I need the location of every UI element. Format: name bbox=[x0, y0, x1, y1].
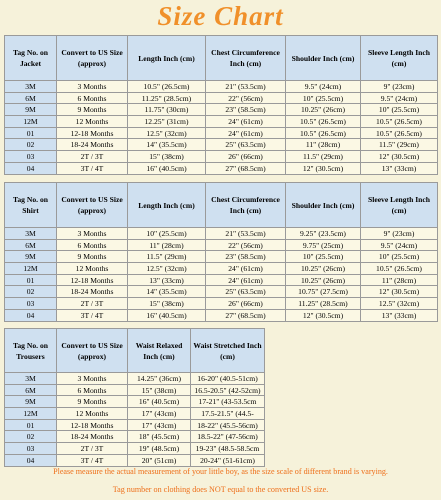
table-row bbox=[5, 286, 438, 298]
table-cell: 19" (48.5cm) bbox=[128, 443, 191, 455]
table-cell: 11.5" (29cm) bbox=[128, 251, 206, 263]
table-cell: 26" (66cm) bbox=[206, 151, 286, 163]
header-row bbox=[5, 329, 265, 373]
tag-cell: 04 bbox=[5, 309, 57, 321]
column-header: Shoulder Inch (cm) bbox=[286, 36, 361, 81]
tag-cell: 12M bbox=[5, 263, 57, 275]
table-cell: 25" (63.5cm) bbox=[206, 286, 286, 298]
tag-cell: 03 bbox=[5, 298, 57, 310]
table-cell: 9 Months bbox=[57, 396, 128, 408]
table-row bbox=[5, 431, 265, 443]
table-cell: 14" (35.5cm) bbox=[128, 286, 206, 298]
table-cell: 25" (63.5cm) bbox=[206, 139, 286, 151]
table-cell: 12 Months bbox=[57, 263, 128, 275]
table-cell: 10" (25.5cm) bbox=[361, 251, 438, 263]
page-title: Size Chart bbox=[157, 1, 284, 31]
table-cell: 20" (51cm) bbox=[128, 454, 191, 466]
table-cell: 10.5" (26.5cm) bbox=[361, 116, 438, 128]
table-row bbox=[5, 92, 438, 104]
table-cell: 12-18 Months bbox=[57, 274, 128, 286]
table-cell: 12" (30.5cm) bbox=[286, 162, 361, 174]
table-cell: 15" (38cm) bbox=[128, 298, 206, 310]
table-cell: 12" (30.5cm) bbox=[286, 309, 361, 321]
table-row bbox=[5, 443, 265, 455]
tag-cell: 12M bbox=[5, 116, 57, 128]
table-cell: 18-24 Months bbox=[57, 139, 128, 151]
table-cell: 10.5" (26.5cm) bbox=[361, 127, 438, 139]
tag-cell: 02 bbox=[5, 286, 57, 298]
table-row bbox=[5, 228, 438, 240]
table-cell: 10" (25.5cm) bbox=[286, 251, 361, 263]
tag-cell: 02 bbox=[5, 431, 57, 443]
column-header: Convert to US Size (approx) bbox=[57, 36, 128, 81]
table-cell: 24" (61cm) bbox=[206, 127, 286, 139]
table-cell: 18" (45.5cm) bbox=[128, 431, 191, 443]
column-header: Shoulder Inch (cm) bbox=[286, 183, 361, 228]
table-cell: 3T / 4T bbox=[57, 162, 128, 174]
table-cell: 24" (61cm) bbox=[206, 274, 286, 286]
trousers-size-table bbox=[4, 328, 265, 467]
table-cell: 11" (28cm) bbox=[128, 239, 206, 251]
tag-cell: 9M bbox=[5, 104, 57, 116]
table-cell: 6 Months bbox=[57, 92, 128, 104]
table-cell: 10.5" (26.5cm) bbox=[286, 116, 361, 128]
column-header: Sleeve Length Inch (cm) bbox=[361, 183, 438, 228]
table-cell: 10.5" (26.5cm) bbox=[128, 81, 206, 93]
table-cell: 22" (56cm) bbox=[206, 239, 286, 251]
table-cell: 20-24" (51-61cm) bbox=[191, 454, 265, 466]
table-cell: 18-22" (45.5-56cm) bbox=[191, 419, 265, 431]
table-cell: 3 Months bbox=[57, 81, 128, 93]
table-row bbox=[5, 373, 265, 385]
table-cell: 16.5-20.5" (42-52cm) bbox=[191, 384, 265, 396]
table-cell: 3T / 4T bbox=[57, 454, 128, 466]
tag-cell: 3M bbox=[5, 228, 57, 240]
table-row bbox=[5, 298, 438, 310]
tag-cell: 6M bbox=[5, 92, 57, 104]
table-cell: 10.5" (26.5cm) bbox=[286, 127, 361, 139]
table-cell: 27" (68.5cm) bbox=[206, 162, 286, 174]
table-row bbox=[5, 239, 438, 251]
table-cell: 9.75" (25cm) bbox=[286, 239, 361, 251]
table-cell: 21" (53.5cm) bbox=[206, 228, 286, 240]
table-cell: 12 Months bbox=[57, 408, 128, 420]
table-row bbox=[5, 116, 438, 128]
column-header: Tag No. on Jacket bbox=[5, 36, 57, 81]
table-cell: 27" (68.5cm) bbox=[206, 309, 286, 321]
table-row bbox=[5, 309, 438, 321]
table-cell: 15" (38cm) bbox=[128, 151, 206, 163]
table-cell: 10.5" (26.5cm) bbox=[361, 263, 438, 275]
tag-cell: 12M bbox=[5, 408, 57, 420]
table-cell: 24" (61cm) bbox=[206, 263, 286, 275]
table-cell: 13" (33cm) bbox=[128, 274, 206, 286]
table-cell: 11.25" (28.5cm) bbox=[128, 92, 206, 104]
column-header: Waist Relaxed Inch (cm) bbox=[128, 329, 191, 373]
table-row bbox=[5, 151, 438, 163]
table-cell: 16-20" (40.5-51cm) bbox=[191, 373, 265, 385]
table-cell: 9 Months bbox=[57, 251, 128, 263]
table-cell: 12" (30.5cm) bbox=[361, 151, 438, 163]
table-row bbox=[5, 81, 438, 93]
table-cell: 10.25" (26cm) bbox=[286, 274, 361, 286]
table-cell: 16" (40.5cm) bbox=[128, 396, 191, 408]
table-cell: 9.5" (24cm) bbox=[361, 92, 438, 104]
table-row bbox=[5, 419, 265, 431]
table-cell: 17-21" (43-53.5cm bbox=[191, 396, 265, 408]
tag-cell: 01 bbox=[5, 127, 57, 139]
table-cell: 9.25" (23.5cm) bbox=[286, 228, 361, 240]
table-cell: 24" (61cm) bbox=[206, 116, 286, 128]
tag-cell: 04 bbox=[5, 162, 57, 174]
table-cell: 12-18 Months bbox=[57, 419, 128, 431]
tag-cell: 01 bbox=[5, 419, 57, 431]
tag-cell: 02 bbox=[5, 139, 57, 151]
table-cell: 18-24 Months bbox=[57, 286, 128, 298]
table-cell: 12-18 Months bbox=[57, 127, 128, 139]
table-cell: 16" (40.5cm) bbox=[128, 162, 206, 174]
tag-cell: 9M bbox=[5, 251, 57, 263]
column-header: Sleeve Length Inch (cm) bbox=[361, 36, 438, 81]
table-cell: 17" (43cm) bbox=[128, 419, 191, 431]
column-header: Chest Circumference Inch (cm) bbox=[206, 36, 286, 81]
measure-note: Please measure the actual measurement of your little boy, as the size scale of different brand is varying. bbox=[53, 467, 388, 476]
table-cell: 23" (58.5cm) bbox=[206, 104, 286, 116]
table-row bbox=[5, 162, 438, 174]
header-row bbox=[5, 183, 438, 228]
tag-cell: 01 bbox=[5, 274, 57, 286]
table-cell: 9.5" (24cm) bbox=[361, 239, 438, 251]
jacket-size-table bbox=[4, 35, 438, 175]
tag-cell: 3M bbox=[5, 81, 57, 93]
column-header: Tag No. on Shirt bbox=[5, 183, 57, 228]
table-cell: 9 Months bbox=[57, 104, 128, 116]
tag-cell: 3M bbox=[5, 373, 57, 385]
tag-cell: 04 bbox=[5, 454, 57, 466]
table-row bbox=[5, 127, 438, 139]
table-cell: 11.5" (29cm) bbox=[361, 139, 438, 151]
table-cell: 26" (66cm) bbox=[206, 298, 286, 310]
column-header: Convert to US Size (approx) bbox=[57, 329, 128, 373]
table-row bbox=[5, 251, 438, 263]
table-cell: 9" (23cm) bbox=[361, 81, 438, 93]
table-cell: 18-24 Months bbox=[57, 431, 128, 443]
table-cell: 16" (40.5cm) bbox=[128, 309, 206, 321]
table-cell: 12.5" (32cm) bbox=[361, 298, 438, 310]
table-cell: 23" (58.5cm) bbox=[206, 251, 286, 263]
table-cell: 10.25" (26cm) bbox=[286, 104, 361, 116]
tag-cell: 03 bbox=[5, 151, 57, 163]
table-cell: 3 Months bbox=[57, 228, 128, 240]
table-row bbox=[5, 408, 265, 420]
table-row bbox=[5, 263, 438, 275]
table-cell: 12.5" (32cm) bbox=[128, 127, 206, 139]
table-cell: 2T / 3T bbox=[57, 298, 128, 310]
table-cell: 10" (25.5cm) bbox=[361, 104, 438, 116]
table-row bbox=[5, 384, 265, 396]
table-cell: 11.25" (28.5cm) bbox=[286, 298, 361, 310]
table-cell: 12" (30.5cm) bbox=[361, 286, 438, 298]
table-cell: 3 Months bbox=[57, 373, 128, 385]
tag-number-note: Tag number on clothing does NOT equal to the converted US size. bbox=[112, 485, 329, 494]
column-header: Chest Circumference Inch (cm) bbox=[206, 183, 286, 228]
table-cell: 22" (56cm) bbox=[206, 92, 286, 104]
table-cell: 11" (28cm) bbox=[286, 139, 361, 151]
table-cell: 17" (43cm) bbox=[128, 408, 191, 420]
table-cell: 9.5" (24cm) bbox=[286, 81, 361, 93]
tag-cell: 03 bbox=[5, 443, 57, 455]
table-cell: 13" (33cm) bbox=[361, 162, 438, 174]
table-row bbox=[5, 454, 265, 466]
table-cell: 11.5" (29cm) bbox=[286, 151, 361, 163]
table-cell: 10.75" (27.5cm) bbox=[286, 286, 361, 298]
table-cell: 2T / 3T bbox=[57, 151, 128, 163]
table-cell: 18.5-22" (47-56cm) bbox=[191, 431, 265, 443]
table-cell: 15" (38cm) bbox=[128, 384, 191, 396]
tag-cell: 6M bbox=[5, 239, 57, 251]
table-cell: 10.25" (26cm) bbox=[286, 263, 361, 275]
table-row bbox=[5, 139, 438, 151]
table-cell: 11" (28cm) bbox=[361, 274, 438, 286]
table-cell: 10" (25.5cm) bbox=[286, 92, 361, 104]
table-cell: 21" (53.5cm) bbox=[206, 81, 286, 93]
table-row bbox=[5, 396, 265, 408]
table-cell: 12.5" (32cm) bbox=[128, 263, 206, 275]
table-cell: 13" (33cm) bbox=[361, 309, 438, 321]
tag-cell: 6M bbox=[5, 384, 57, 396]
table-cell: 12.25" (31cm) bbox=[128, 116, 206, 128]
table-row bbox=[5, 274, 438, 286]
column-header: Tag No. on Trousers bbox=[5, 329, 57, 373]
table-cell: 10" (25.5cm) bbox=[128, 228, 206, 240]
shirt-size-table bbox=[4, 182, 438, 322]
table-cell: 2T / 3T bbox=[57, 443, 128, 455]
table-cell: 19-23" (48.5-58.5cm bbox=[191, 443, 265, 455]
column-header: Convert to US Size (approx) bbox=[57, 183, 128, 228]
header-row bbox=[5, 36, 438, 81]
column-header: Length Inch (cm) bbox=[128, 36, 206, 81]
table-cell: 11.75" (30cm) bbox=[128, 104, 206, 116]
table-cell: 14" (35.5cm) bbox=[128, 139, 206, 151]
table-cell: 14.25" (36cm) bbox=[128, 373, 191, 385]
column-header: Waist Stretched Inch (cm) bbox=[191, 329, 265, 373]
column-header: Length Inch (cm) bbox=[128, 183, 206, 228]
table-cell: 9" (23cm) bbox=[361, 228, 438, 240]
table-cell: 6 Months bbox=[57, 239, 128, 251]
tag-cell: 9M bbox=[5, 396, 57, 408]
table-cell: 12 Months bbox=[57, 116, 128, 128]
table-cell: 17.5-21.5" (44.5- bbox=[191, 408, 265, 420]
table-row bbox=[5, 104, 438, 116]
table-cell: 3T / 4T bbox=[57, 309, 128, 321]
table-cell: 6 Months bbox=[57, 384, 128, 396]
